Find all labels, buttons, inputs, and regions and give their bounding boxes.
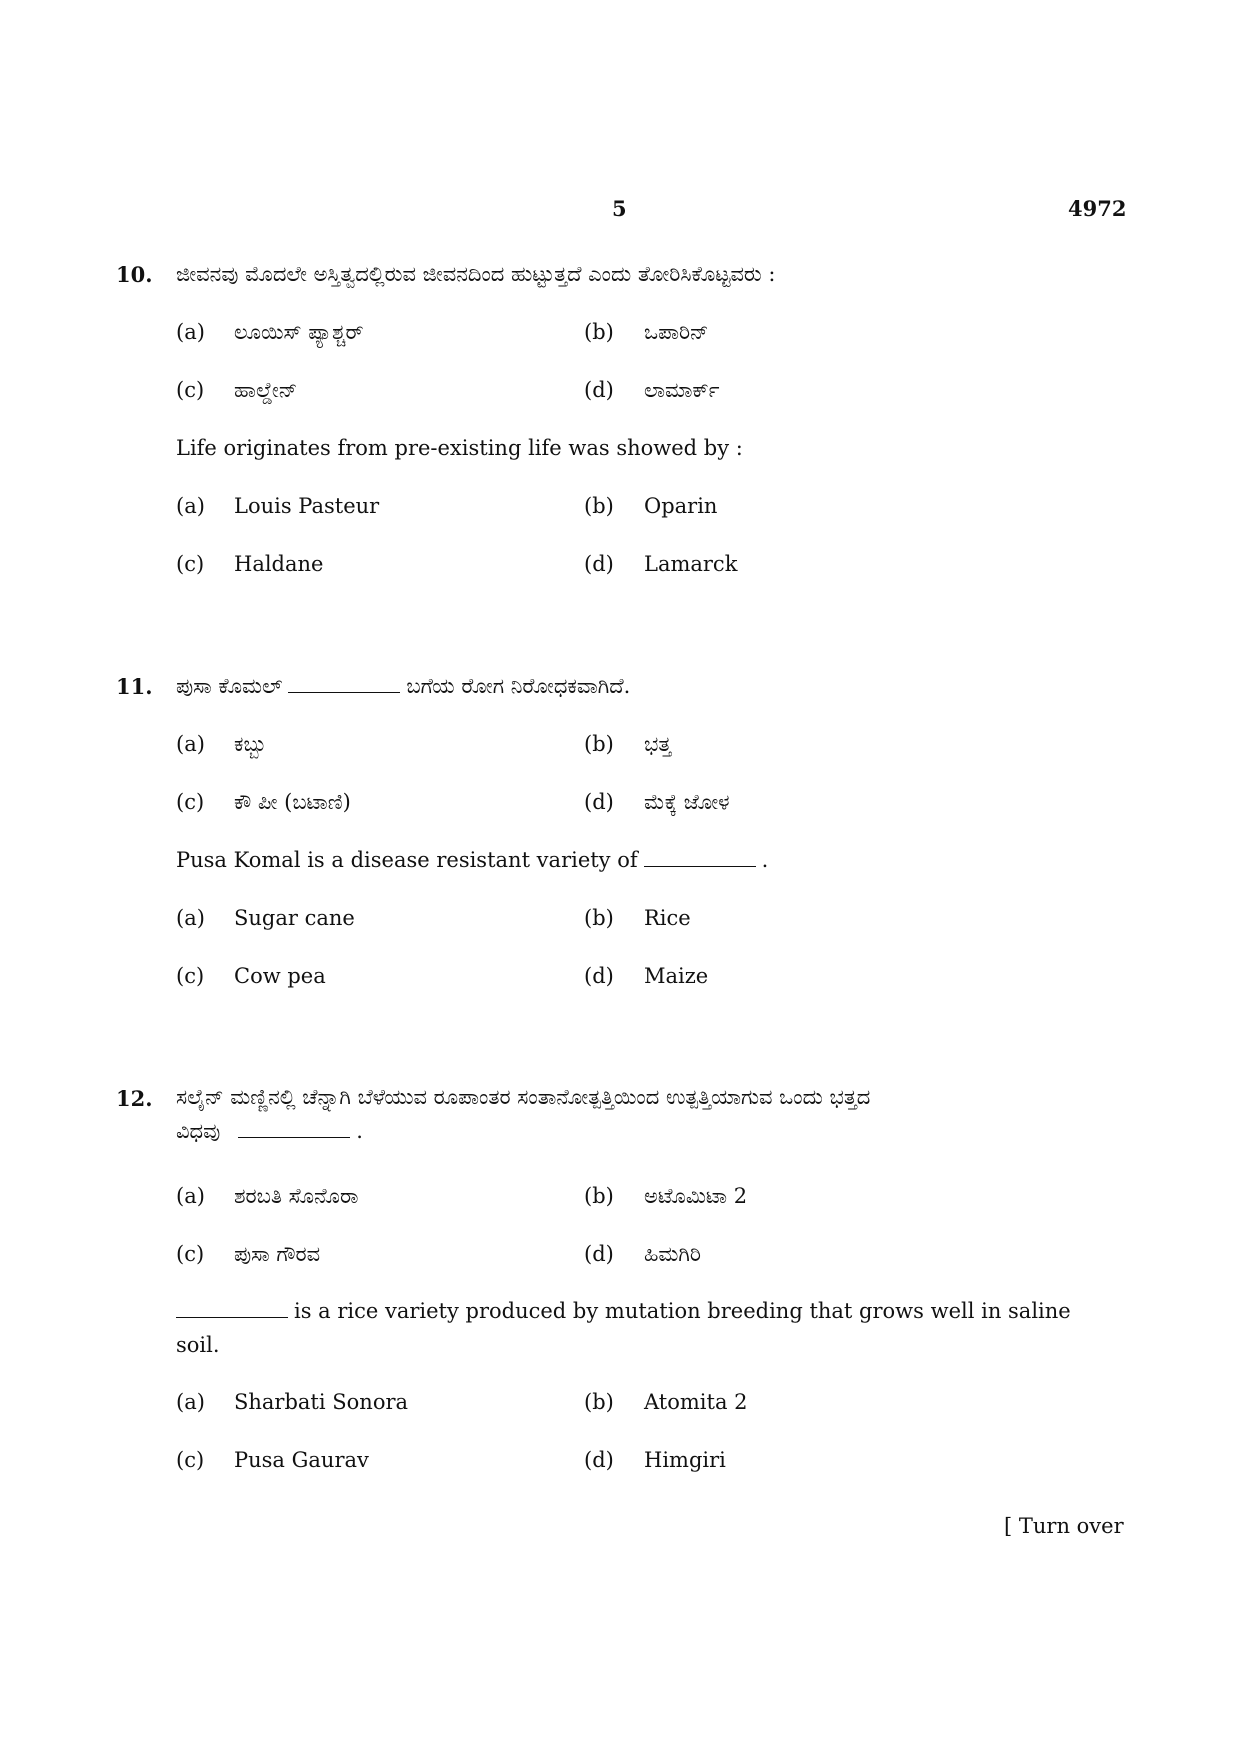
question-stem-english xyxy=(176,848,768,872)
option-text: ಹಾಲ್ಡೇನ್ xyxy=(234,378,298,402)
stem-line xyxy=(176,1114,1076,1148)
option-text: ಕೌ ಪೀ (ಬಟಾಣಿ) xyxy=(234,790,351,814)
question-stem-kannada xyxy=(176,674,630,699)
option-text: Rice xyxy=(644,906,691,930)
option-text: Sugar cane xyxy=(234,906,355,930)
option-label: (d) xyxy=(584,790,614,814)
answer-blank xyxy=(176,1299,288,1318)
question-number: 11. xyxy=(116,674,153,699)
option-text: Lamarck xyxy=(644,552,738,576)
answer-blank xyxy=(238,1119,350,1138)
option-label: (a) xyxy=(176,732,205,756)
stem-text: ಬಗೆಯ ರೋಗ ನಿರೋಧಕವಾಗಿದೆ. xyxy=(406,674,631,698)
option-label: (a) xyxy=(176,494,205,518)
option-label: (a) xyxy=(176,1390,205,1414)
option-label: (c) xyxy=(176,964,205,988)
option-label: (a) xyxy=(176,320,205,344)
option-label: (b) xyxy=(584,1184,614,1208)
stem-text: Pusa Komal is a disease resistant variety of xyxy=(176,848,638,872)
option-text: Louis Pasteur xyxy=(234,494,380,518)
option-text: Maize xyxy=(644,964,709,988)
option-text: ಕಬ್ಬು xyxy=(234,732,267,756)
stem-text: ವಿಧವು xyxy=(176,1119,221,1143)
question-stem-english xyxy=(176,1294,1076,1362)
paper-code: 4972 xyxy=(1068,196,1127,221)
option-label: (c) xyxy=(176,790,205,814)
option-label: (d) xyxy=(584,378,614,402)
option-label: (a) xyxy=(176,906,205,930)
answer-blank xyxy=(288,674,400,693)
option-label: (d) xyxy=(584,552,614,576)
question-stem-english: Life originates from pre-existing life was showed by : xyxy=(176,436,743,460)
option-label: (d) xyxy=(584,1242,614,1266)
option-label: (c) xyxy=(176,1448,205,1472)
option-text: ಲಾಮಾರ್ಕ್ xyxy=(644,378,720,402)
option-text: ಹಿಮಗಿರಿ xyxy=(644,1242,701,1266)
option-text: Haldane xyxy=(234,552,324,576)
option-text: Himgiri xyxy=(644,1448,726,1472)
option-label: (c) xyxy=(176,1242,205,1266)
question-stem-kannada xyxy=(176,1080,1076,1148)
stem-text: . xyxy=(761,848,769,872)
page-number: 5 xyxy=(612,196,627,221)
option-label: (d) xyxy=(584,1448,614,1472)
option-text: Oparin xyxy=(644,494,718,518)
option-text: ಭತ್ತ xyxy=(644,732,672,756)
stem-text: ಪುಸಾ ಕೊಮಲ್ xyxy=(176,674,283,698)
answer-blank xyxy=(644,848,756,867)
option-text: Pusa Gaurav xyxy=(234,1448,369,1472)
stem-line: ಸಲೈನ್ ಮಣ್ಣಿನಲ್ಲಿ ಚೆನ್ನಾಗಿ ಬೆಳೆಯುವ ರೂಪಾಂತರ ಸಂತಾನೋತ್ಪತ್ತಿಯಿಂದ ಉತ್ಪತ್ತಿಯಾಗುವ ಒಂದು ಭತ್ತದ xyxy=(176,1085,871,1109)
question-stem-kannada: ಜೀವನವು ಮೊದಲೇ ಅಸ್ತಿತ್ವದಲ್ಲಿರುವ ಜೀವನದಿಂದ ಹುಟ್ಟುತ್ತದೆ ಎಂದು ತೋರಿಸಿಕೊಟ್ಟವರು : xyxy=(176,262,776,286)
option-label: (b) xyxy=(584,1390,614,1414)
option-text: ಪುಸಾ ಗೌರವ xyxy=(234,1242,321,1266)
option-label: (b) xyxy=(584,494,614,518)
option-label: (d) xyxy=(584,964,614,988)
option-label: (c) xyxy=(176,378,205,402)
stem-text: . xyxy=(356,1119,363,1143)
option-label: (b) xyxy=(584,320,614,344)
option-text: ಅಟೊಮಿಟಾ 2 xyxy=(644,1184,748,1208)
option-label: (b) xyxy=(584,732,614,756)
option-text: ಮೆಕ್ಕೆ ಜೋಳ xyxy=(644,790,730,814)
option-text: ಒಪಾರಿನ್ xyxy=(644,320,709,344)
option-text: ಶರಬತಿ ಸೊನೊರಾ xyxy=(234,1184,359,1208)
question-number: 10. xyxy=(116,262,153,287)
turn-over-note: [ Turn over xyxy=(1004,1514,1124,1538)
option-text: ಲೂಯಿಸ್ ಪ್ಯಾಶ್ಚರ್ xyxy=(234,320,364,344)
option-label: (b) xyxy=(584,906,614,930)
option-text: Cow pea xyxy=(234,964,326,988)
option-label: (a) xyxy=(176,1184,205,1208)
stem-text: is a rice variety produced by mutation breeding that grows well in saline soil. xyxy=(176,1299,1071,1357)
option-text: Sharbati Sonora xyxy=(234,1390,409,1414)
option-text: Atomita 2 xyxy=(644,1390,748,1414)
question-number: 12. xyxy=(116,1086,153,1111)
option-label: (c) xyxy=(176,552,205,576)
